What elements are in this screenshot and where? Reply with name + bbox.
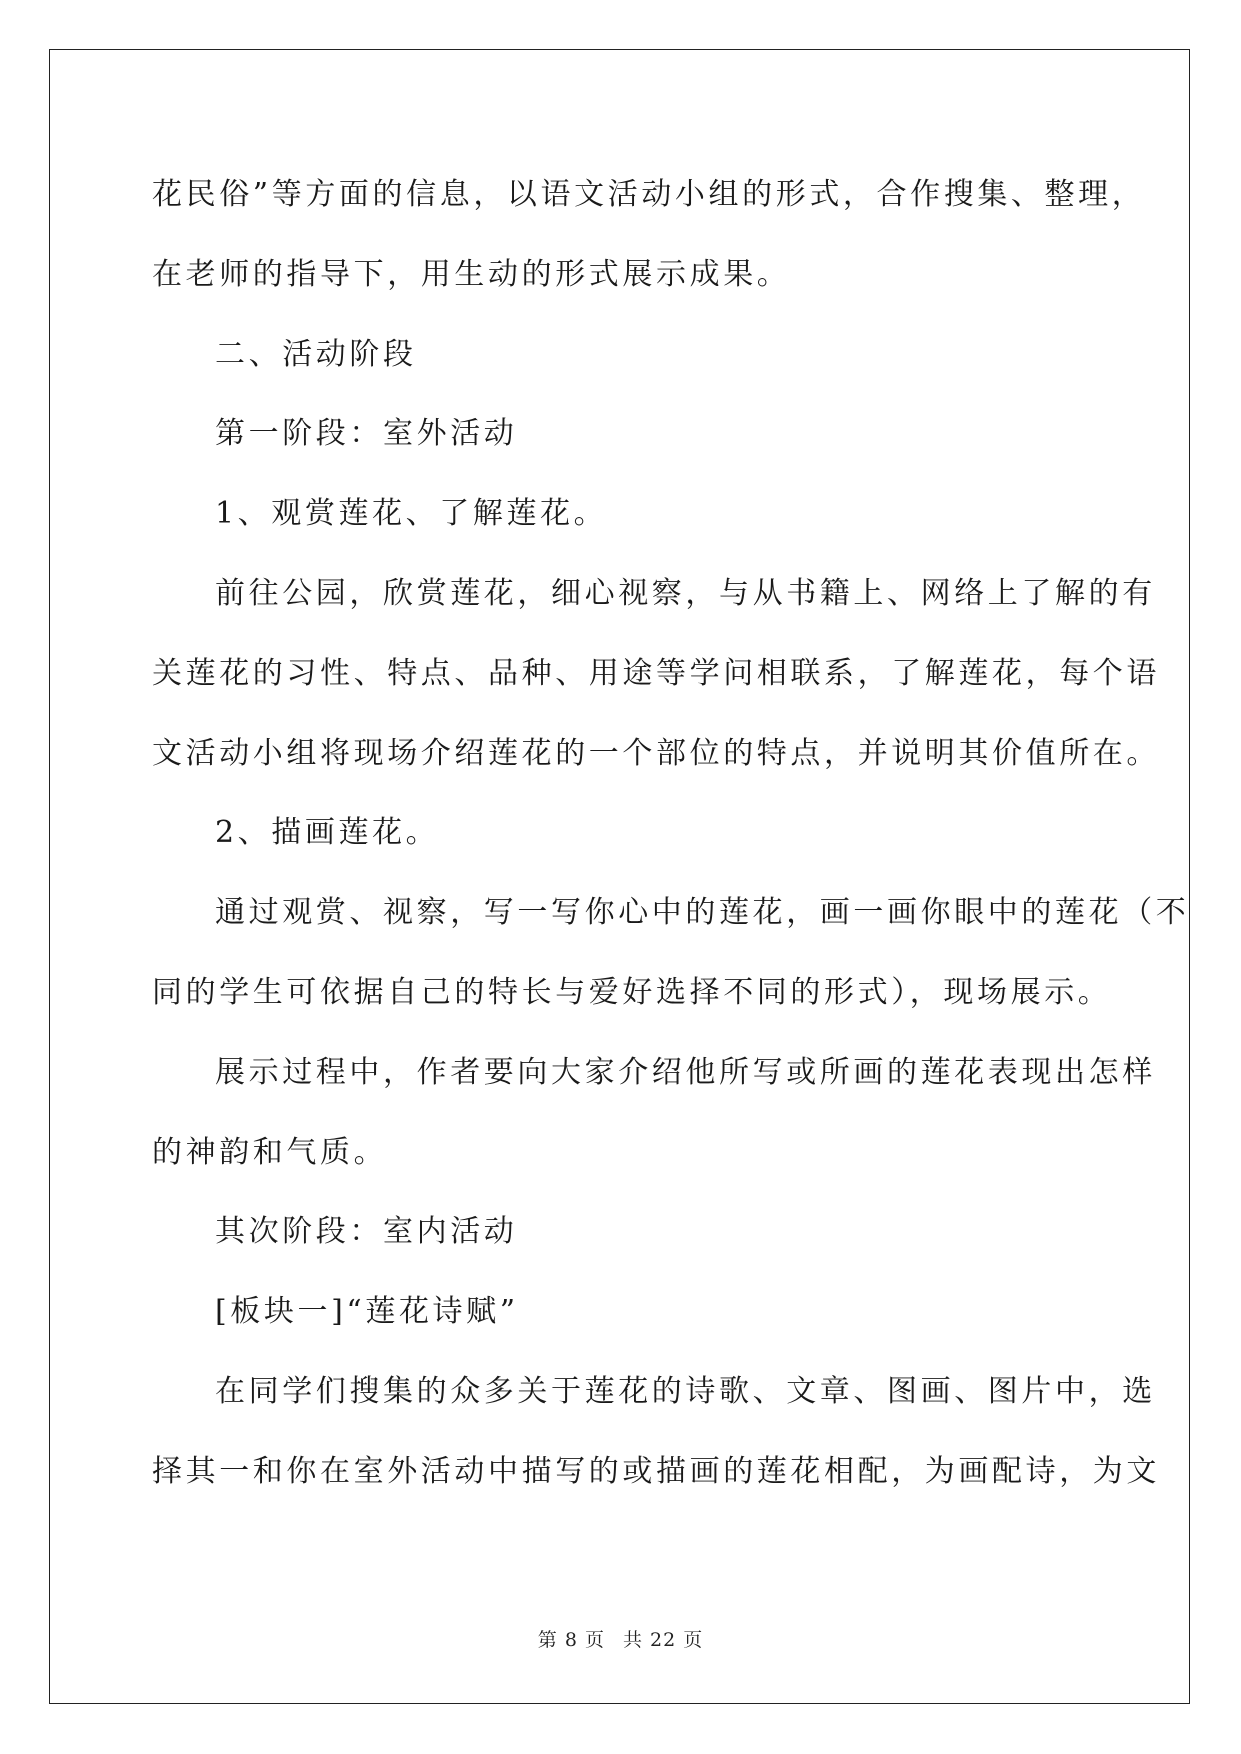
item-heading: 2、描画莲花。 [215,815,440,851]
text-line: 文活动小组将现场介绍莲花的一个部位的特点，并说明其价值所在。 [152,735,1160,771]
document-body [152,155,1190,1512]
page-footer [0,1625,1241,1652]
text-line: 择其一和你在室外活动中描写的或描画的莲花相配，为画配诗，为文 [152,1453,1160,1489]
text-line: 同的学生可依据自己的特长与爱好选择不同的形式），现场展示。 [152,974,1112,1010]
block-heading: [板块一]“莲花诗赋” [215,1294,519,1330]
page-number: 第 8 页 [537,1629,605,1651]
text-line: 关莲花的习性、特点、品种、用途等学问相联系，了解莲花，每个语 [152,655,1160,691]
section-heading: 二、活动阶段 [215,336,417,372]
item-heading: 1、观赏莲花、了解莲花。 [215,496,608,532]
text-line: 展示过程中，作者要向大家介绍他所写或所画的莲花表现出怎样 [215,1054,1156,1090]
page-total: 共 22 页 [622,1629,704,1651]
text-line: 通过观赏、视察，写一写你心中的莲花，画一画你眼中的莲花（不 [215,895,1190,931]
text-line: 在老师的指导下，用生动的形式展示成果。 [152,256,791,292]
text-line: 在同学们搜集的众多关于莲花的诗歌、文章、图画、图片中，选 [215,1373,1156,1409]
stage-heading: 其次阶段：室内活动 [215,1214,518,1250]
text-line: 的神韵和气质。 [152,1134,388,1170]
text-line: 前往公园，欣赏莲花，细心视察，与从书籍上、网络上了解的有 [215,575,1156,611]
stage-heading: 第一阶段：室外活动 [215,416,518,452]
text-line: 花民俗”等方面的信息，以语文活动小组的形式，合作搜集、整理， [152,177,1146,212]
